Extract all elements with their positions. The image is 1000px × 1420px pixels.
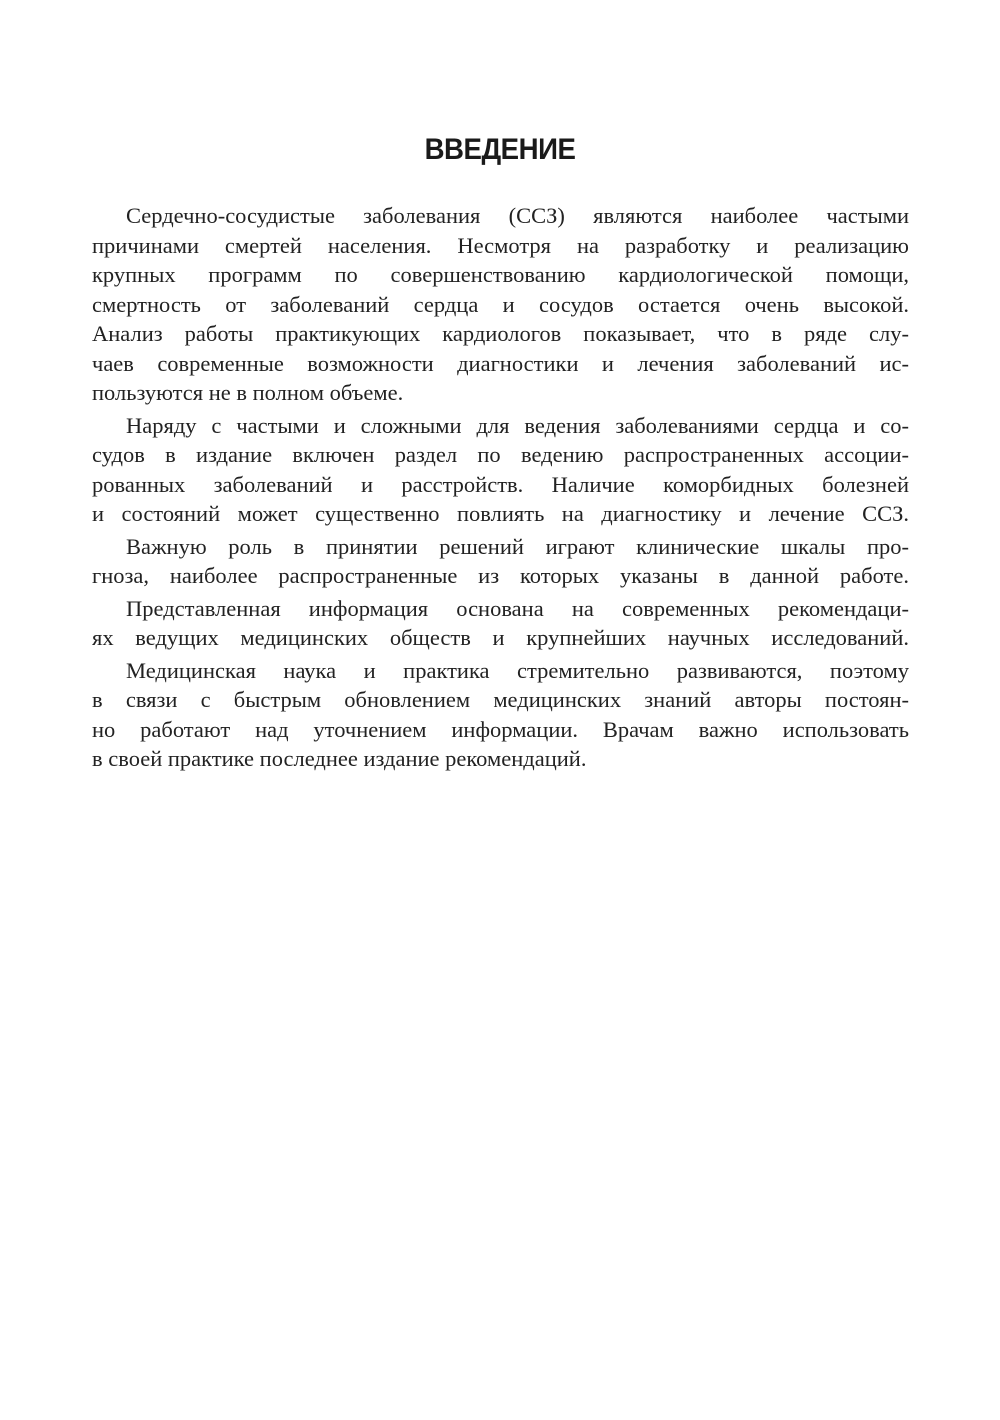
text-line: Анализ работы практикующих кардиологов показывает, что в ряде слу-	[92, 321, 909, 346]
text-line: причинами смертей населения. Несмотря на разработку и реализацию	[92, 232, 909, 258]
text-line: Представленная информация основана на современных рекомендаци-	[126, 595, 909, 621]
text-line: Важную роль в принятии решений играют клинические шкалы про-	[126, 533, 909, 559]
text-line: и состояний может существенно повлиять на диагностику и лечение ССЗ.	[92, 501, 909, 526]
text-line: в связи с быстрым обновлением медицинских знаний авторы постоян-	[92, 687, 909, 712]
text-line: Медицинская наука и практика стремительно развиваются, поэтому	[126, 657, 909, 683]
text-line: смертность от заболеваний сердца и сосудов остается очень высокой.	[92, 291, 909, 317]
paragraph-3	[92, 532, 909, 591]
text-line: гноза, наиболее распространенные из которых указаны в данной работе.	[92, 563, 909, 588]
page-title: ВВЕДЕНИЕ	[424, 133, 576, 166]
text-line: рованных заболеваний и расстройств. Наличие коморбидных болезней	[92, 471, 909, 497]
text-line: ях ведущих медицинских обществ и крупнейших научных исследований.	[92, 625, 909, 650]
text-line: Сердечно-сосудистые заболевания (ССЗ) являются наиболее частыми	[126, 203, 909, 228]
paragraph-2	[92, 411, 909, 529]
text-line: чаев современные возможности диагностики и лечения заболеваний ис-	[92, 350, 909, 376]
body-text	[92, 201, 909, 774]
text-line: судов в издание включен раздел по ведению распространенных ассоции-	[92, 442, 909, 467]
text-line: Наряду с частыми и сложными для ведения заболеваниями сердца и со-	[126, 412, 909, 438]
paragraph-5	[92, 656, 909, 774]
paragraph-1	[92, 201, 909, 408]
text-line: но работают над уточнением информации. Врачам важно использовать	[92, 716, 909, 742]
text-line: в своей практике последнее издание рекомендаций.	[92, 746, 587, 771]
text-line: пользуются не в полном объеме.	[92, 380, 404, 405]
text-line: крупных программ по совершенствованию кардиологической помощи,	[92, 262, 909, 287]
paragraph-4	[92, 594, 909, 653]
